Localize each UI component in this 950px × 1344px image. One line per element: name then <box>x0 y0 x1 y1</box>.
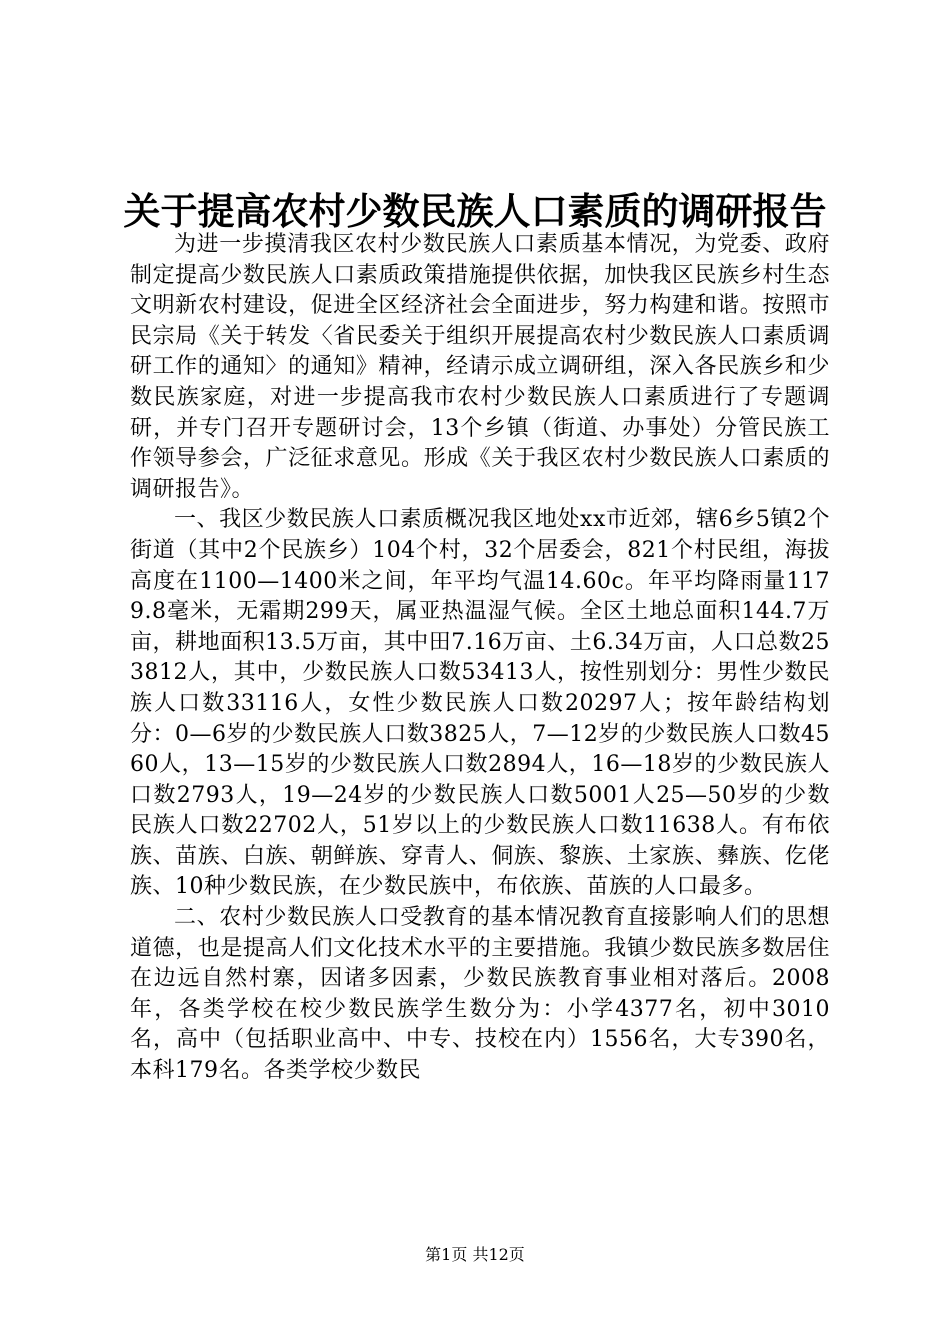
document-body <box>130 230 830 1087</box>
page-footer: 第1页 共12页 <box>425 1245 525 1264</box>
document-title: 关于提高农村少数民族人口素质的调研报告 <box>123 189 827 233</box>
paragraph-section-1: 一、我区少数民族人口素质概况我区地处xx市近郊，辖6乡5镇2个街道（其中2个民族乡）104个村，32个居委会，821个村民组，海拔高度在1100—1400米之间，年平均气温14.60c。年平均降雨量1179.8毫米，无霜期299天，属亚热温湿气候。全区土地总面积144.7万亩，耕地面积13.5万亩，其中田7.16万亩、土6.34万亩，人口总数253812人，其中，少数民族人口数53413人，按性别划分：男性少数民族人口数33116人，女性少数民族人口数20297人；按年龄结构划分：0—6岁的少数民族人口数3825人，7—12岁的少数民族人口数4560人，13—15岁的少数民族人口数2894人，16—18岁的少数民族人口数2793人，19—24岁的少数民族人口数5001人25—50岁的少数民族人口数22702人，51岁以上的少数民族人口数11638人。有布依族、苗族、白族、朝鲜族、穿青人、侗族、黎族、土家族、彝族、仡佬族、10种少数民族，在少数民族中，布依族、苗族的人口最多。 <box>130 507 830 900</box>
paragraph-intro: 为进一步摸清我区农村少数民族人口素质基本情况，为党委、政府制定提高少数民族人口素质政策措施提供依据，加快我区民族乡村生态文明新农村建设，促进全区经济社会全面进步，努力构建和谐。按照市民宗局《关于转发〈省民委关于组织开展提高农村少数民族人口素质调研工作的通知〉的通知》精神，经请示成立调研组，深入各民族乡和少数民族家庭，对进一步提高我市农村少数民族人口素质进行了专题调研，并专门召开专题研讨会，13个乡镇（街道、办事处）分管民族工作领导参会，广泛征求意见。形成《关于我区农村少数民族人口素质的调研报告》。 <box>130 232 830 502</box>
paragraph-section-2: 二、农村少数民族人口受教育的基本情况教育直接影响人们的思想道德，也是提高人们文化技术水平的主要措施。我镇少数民族多数居住在边远自然村寨，因诸多因素，少数民族教育事业相对落后。2008年，各类学校在校少数民族学生数分为：小学4377名，初中3010名，高中（包括职业高中、中专、技校在内）1556名，大专390名，本科179名。各类学校少数民 <box>130 905 830 1084</box>
